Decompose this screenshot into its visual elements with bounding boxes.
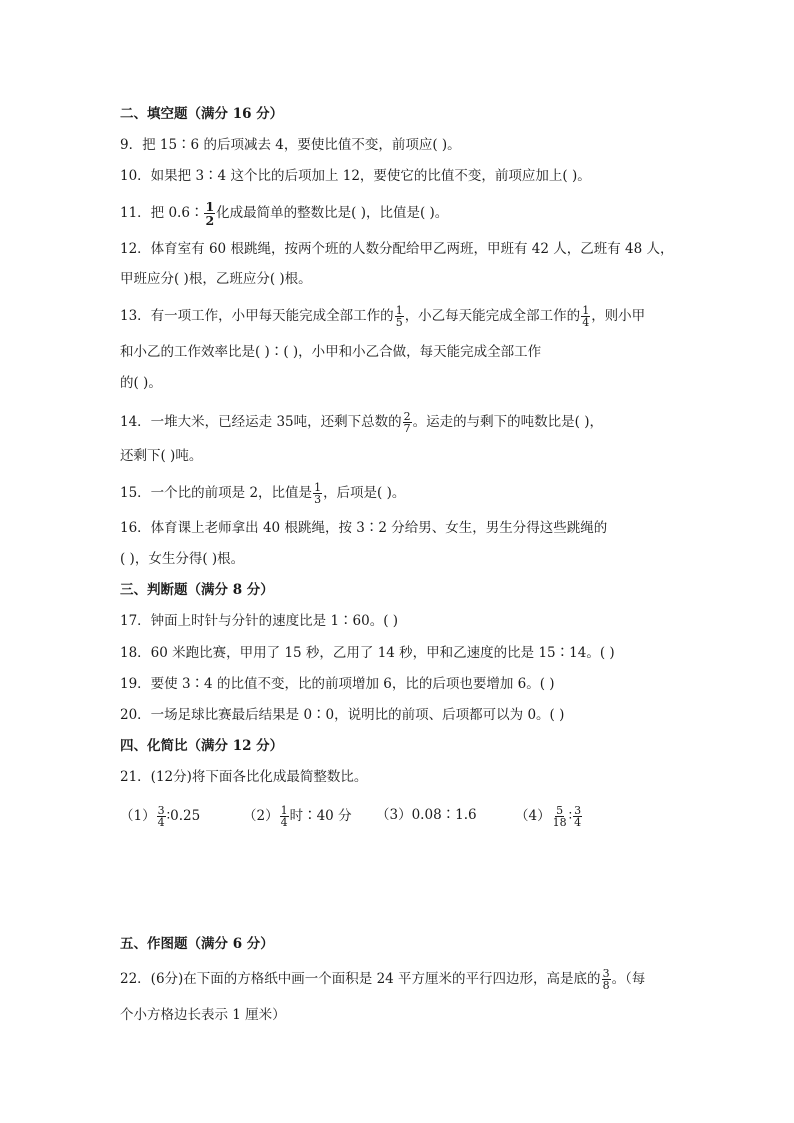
fraction-denominator: 8 bbox=[602, 979, 610, 992]
question-22-part-a: 22．(6分)在下面的方格纸中画一个面积是 24 平方厘米的平行四边形，高是底的 bbox=[120, 971, 601, 987]
part-label: （2） bbox=[243, 808, 279, 824]
question-13-part-c: ，则小甲 bbox=[591, 308, 646, 324]
fraction-numerator: 3 bbox=[574, 804, 582, 817]
part-label: （4） bbox=[515, 808, 551, 824]
fraction-numerator: 1 bbox=[205, 199, 215, 214]
question-12-line-1: 12．体育室有 60 根跳绳，按两个班的人数分配给甲乙两班，甲班有 42 人，乙班有 48 人， bbox=[120, 241, 674, 257]
fraction-one-quarter bbox=[280, 805, 289, 828]
question-15-part-b: ，后项是( )。 bbox=[323, 485, 406, 501]
fraction-numerator: 3 bbox=[602, 967, 610, 980]
fraction-two-sevenths bbox=[403, 411, 412, 434]
question-13-line-1 bbox=[120, 305, 645, 328]
question-15 bbox=[120, 482, 405, 505]
question-11-part-a: 11．把 0.6∶ bbox=[120, 205, 204, 221]
question-10: 10．如果把 3∶4 这个比的后项加上 12，要使它的比值不变，前项应加上( )。 bbox=[120, 168, 591, 184]
ratio-separator: ∶ bbox=[568, 808, 573, 824]
question-20: 20．一场足球比赛最后结果是 0∶0，说明比的前项、后项都可以为 0。( ) bbox=[120, 707, 565, 723]
question-21: 21．(12分)将下面各比化成最简整数比。 bbox=[120, 769, 368, 785]
fraction-one-fifth bbox=[395, 305, 404, 328]
section-heading-drawing: 五、作图题（满分 6 分） bbox=[120, 936, 274, 952]
fraction-one-quarter bbox=[581, 305, 590, 328]
fraction-denominator: 18 bbox=[552, 816, 567, 829]
question-21-part-2 bbox=[243, 805, 352, 828]
fraction-denominator: 4 bbox=[582, 316, 590, 329]
question-17: 17．钟面上时针与分针的速度比是 1∶60。( ) bbox=[120, 613, 399, 629]
question-14-line-1 bbox=[120, 411, 603, 434]
fraction-numerator: 3 bbox=[157, 804, 165, 817]
question-16-line-1: 16．体育课上老师拿出 40 根跳绳，按 3∶2 分给男、女生，男生分得这些跳绳的 bbox=[120, 520, 608, 536]
fraction-one-third bbox=[313, 482, 322, 505]
question-21-part-4 bbox=[515, 805, 583, 828]
fraction-denominator: 4 bbox=[157, 816, 165, 829]
fraction-one-half bbox=[204, 200, 215, 227]
question-22-part-b: 。（每 bbox=[611, 971, 646, 987]
fraction-three-quarters bbox=[573, 805, 582, 828]
part-rest: 时∶40 分 bbox=[289, 808, 352, 824]
question-9: 9．把 15∶6 的后项减去 4，要使比值不变，前项应( )。 bbox=[120, 137, 461, 153]
question-13-part-a: 13．有一项工作，小甲每天能完成全部工作的 bbox=[120, 308, 394, 324]
question-13-line-3: 的( )。 bbox=[120, 375, 162, 391]
fraction-numerator: 1 bbox=[280, 804, 288, 817]
fraction-denominator: 2 bbox=[205, 213, 215, 228]
fraction-numerator: 5 bbox=[556, 804, 564, 817]
fraction-denominator: 7 bbox=[403, 422, 411, 435]
section-heading-true-false: 三、判断题（满分 8 分） bbox=[120, 582, 274, 598]
question-18: 18．60 米跑比赛，甲用了 15 秒，乙用了 14 秒，甲和乙速度的比是 15∶14。( ) bbox=[120, 645, 615, 661]
fraction-three-eighths bbox=[602, 968, 611, 991]
fraction-numerator: 2 bbox=[403, 410, 411, 423]
part-rest: ∶0.25 bbox=[166, 808, 201, 824]
question-13-part-b: ，小乙每天能完成全部工作的 bbox=[404, 308, 581, 324]
part-rest: 0.08∶1.6 bbox=[411, 807, 477, 823]
question-14-line-2: 还剩下( )吨。 bbox=[120, 448, 203, 464]
fraction-numerator: 1 bbox=[395, 304, 403, 317]
fraction-denominator: 4 bbox=[574, 816, 582, 829]
question-14-part-a: 14．一堆大米，已经运走 35吨，还剩下总数的 bbox=[120, 414, 402, 430]
question-16-line-2: ( )，女生分得( )根。 bbox=[120, 551, 245, 567]
question-22-line-2: 个小方格边长表示 1 厘米） bbox=[120, 1007, 286, 1023]
question-12-line-2: 甲班应分( )根，乙班应分( )根。 bbox=[120, 271, 312, 287]
part-label: （1） bbox=[120, 808, 156, 824]
question-13-line-2: 和小乙的工作效率比是( )∶( )，小甲和小乙合做，每天能完成全部工作 bbox=[120, 344, 542, 360]
fraction-denominator: 4 bbox=[280, 816, 288, 829]
fraction-three-quarters bbox=[157, 805, 166, 828]
part-label: （3） bbox=[376, 807, 412, 823]
fraction-five-eighteenths bbox=[552, 805, 568, 828]
fraction-denominator: 5 bbox=[395, 316, 403, 329]
question-22-line-1 bbox=[120, 968, 645, 991]
question-21-part-3 bbox=[376, 805, 477, 825]
question-21-part-1 bbox=[120, 805, 200, 828]
question-11 bbox=[120, 200, 448, 227]
question-11-part-b: 化成最简单的整数比是( )，比值是( )。 bbox=[216, 205, 449, 221]
section-heading-simplify-ratio: 四、化简比（满分 12 分） bbox=[120, 738, 284, 754]
question-19: 19．要使 3∶4 的比值不变，比的前项增加 6，比的后项也要增加 6。( ) bbox=[120, 676, 555, 692]
fraction-numerator: 1 bbox=[582, 304, 590, 317]
fraction-numerator: 1 bbox=[314, 481, 322, 494]
question-15-part-a: 15．一个比的前项是 2，比值是 bbox=[120, 485, 313, 501]
question-14-part-b: 。运走的与剩下的吨数比是( )， bbox=[412, 414, 603, 430]
section-heading-fill-blank: 二、填空题（满分 16 分） bbox=[120, 106, 284, 122]
fraction-denominator: 3 bbox=[314, 493, 322, 506]
